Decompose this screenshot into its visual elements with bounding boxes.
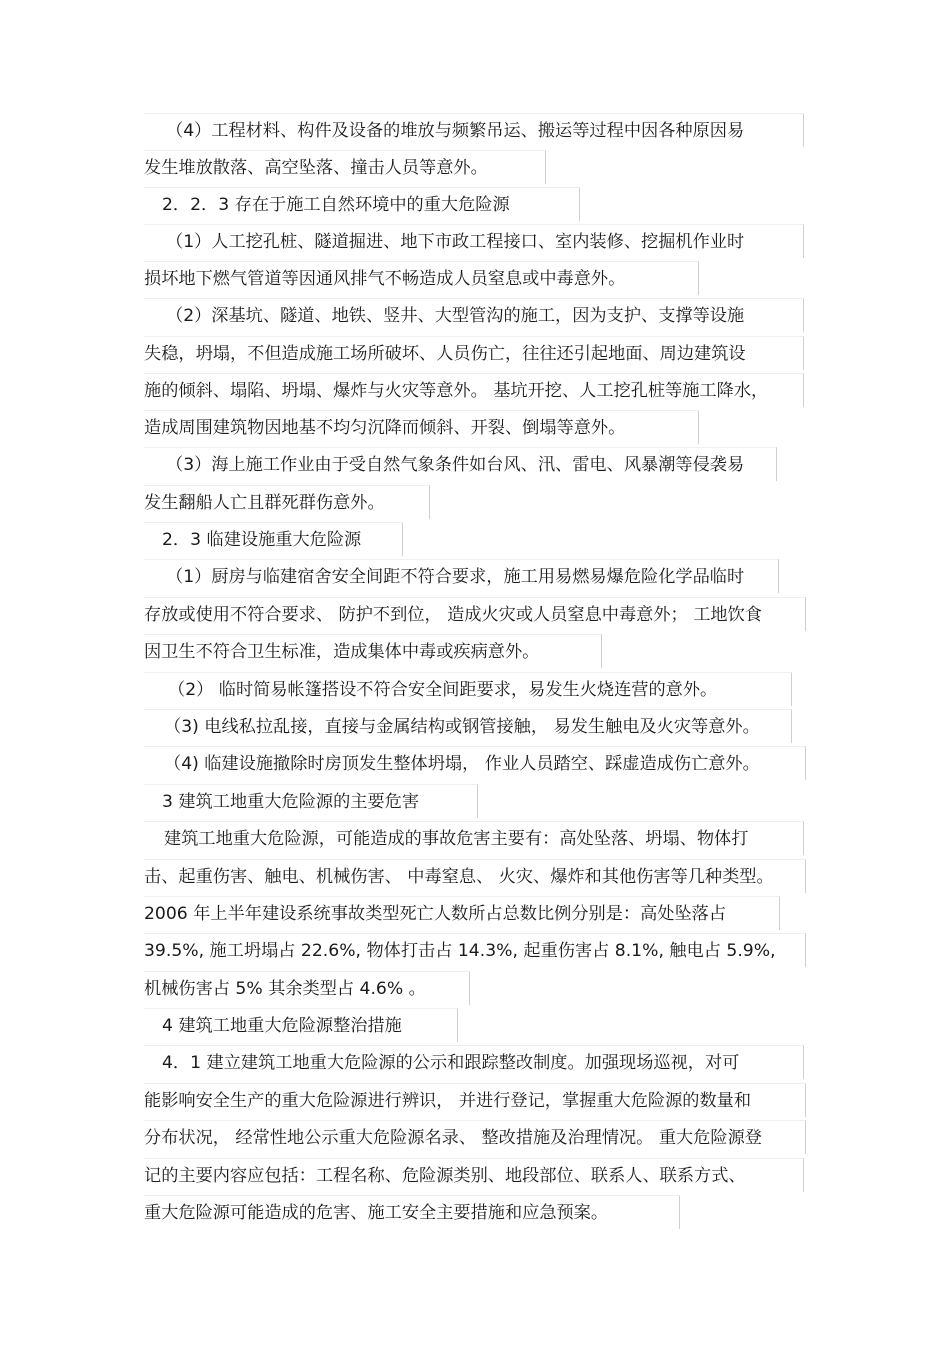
text-line: 发生翻船人亡且群死群伤意外。 (144, 485, 430, 519)
text-line: 2006 年上半年建设系统事故类型死亡人数所占总数比例分别是：高处坠落占 (144, 896, 780, 930)
text-line: 记的主要内容应包括：工程名称、危险源类别、地段部位、联系人、联系方式、 (144, 1158, 804, 1192)
text-line: 失稳，坍塌，不但造成施工场所破坏、人员伤亡，往往还引起地面、周边建筑设 (144, 336, 804, 370)
text-line: （1）人工挖孔桩、隧道掘进、地下市政工程接口、室内装修、挖掘机作业时 (144, 224, 804, 258)
text-line: 重大危险源可能造成的危害、施工安全主要措施和应急预案。 (144, 1195, 680, 1229)
text-line: 存放或使用不符合要求、 防护不到位， 造成火灾或人员窒息中毒意外； 工地饮食 (144, 597, 806, 631)
text-line: 39.5%, 施工坍塌占 22.6%, 物体打击占 14.3%, 起重伤害占 8.1%, 触电占 5.9%, (144, 933, 806, 967)
text-line: 机械伤害占 5% 其余类型占 4.6% 。 (144, 971, 470, 1005)
text-line: （4) 临建设施撤除时房顶发生整体坍塌， 作业人员踏空、踩虚造成伤亡意外。 (144, 746, 806, 780)
text-line: （3) 电线私拉乱接，直接与金属结构或钢管接触， 易发生触电及火灾等意外。 (144, 709, 792, 743)
text-line: 建筑工地重大危险源，可能造成的事故危害主要有：高处坠落、坍塌、物体打 (144, 821, 804, 855)
text-line: 发生堆放散落、高空坠落、撞击人员等意外。 (144, 150, 546, 184)
text-line: 损坏地下燃气管道等因通风排气不畅造成人员窒息或中毒意外。 (144, 261, 699, 295)
text-line: 分布状况， 经常性地公示重大危险源名录、 整改措施及治理情况。 重大危险源登 (144, 1120, 806, 1154)
text-line: 造成周围建筑物因地基不均匀沉降而倾斜、开裂、倒塌等意外。 (144, 410, 699, 444)
text-line: （2）深基坑、隧道、地铁、竖井、大型管沟的施工，因为支护、支撑等设施 (144, 298, 804, 332)
text-line: 4．1 建立建筑工地重大危险源的公示和跟踪整改制度。加强现场巡视，对可 (144, 1045, 804, 1079)
section-heading: 2．3 临建设施重大危险源 (144, 522, 403, 556)
text-line: （4）工程材料、构件及设备的堆放与频繁吊运、搬运等过程中因各种原因易 (144, 113, 804, 147)
section-heading: 4 建筑工地重大危险源整治措施 (144, 1008, 458, 1042)
section-heading: 3 建筑工地重大危险源的主要危害 (144, 784, 478, 818)
section-heading: 2．2．3 存在于施工自然环境中的重大危险源 (144, 187, 580, 221)
text-line: （3）海上施工作业由于受自然气象条件如台风、汛、雷电、风暴潮等侵袭易 (144, 447, 777, 481)
text-line: 因卫生不符合卫生标准，造成集体中毒或疾病意外。 (144, 634, 602, 668)
text-line: 能影响安全生产的重大危险源进行辨识， 并进行登记，掌握重大危险源的数量和 (144, 1083, 806, 1117)
text-line: 击、起重伤害、触电、机械伤害、 中毒窒息、 火灾、爆炸和其他伤害等几种类型。 (144, 859, 806, 893)
text-line: （2） 临时简易帐篷搭设不符合安全间距要求，易发生火烧连营的意外。 (144, 672, 792, 706)
text-line: （1）厨房与临建宿舍安全间距不符合要求，施工用易燃易爆危险化学品临时 (144, 559, 779, 593)
text-line: 施的倾斜、塌陷、坍塌、爆炸与火灾等意外。 基坑开挖、人工挖孔桩等施工降水， (144, 373, 804, 407)
